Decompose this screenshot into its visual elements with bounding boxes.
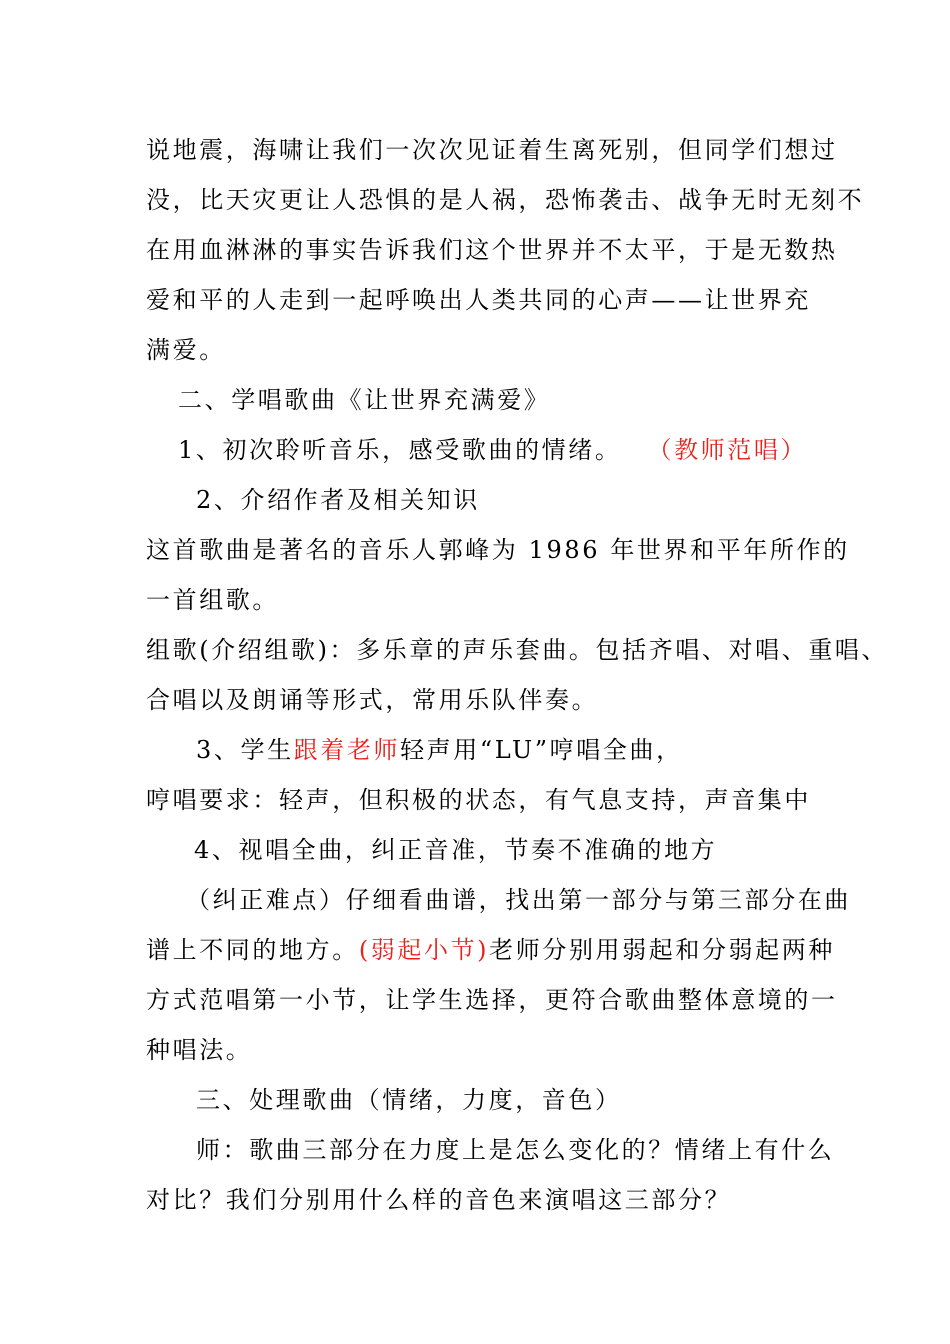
- paragraph-line: 爱和平的人走到一起呼唤出人类共同的心声——让世界充: [146, 286, 811, 314]
- step-sight-sing: 4、视唱全曲，纠正音准，节奏不准确的地方: [194, 836, 718, 864]
- paragraph-line-start: 谱上不同的地方。: [146, 936, 359, 964]
- paragraph-line: 这首歌曲是著名的音乐人郭峰为 1986 年世界和平年所作的: [146, 536, 850, 564]
- step-first-listen-text: 1、初次聆听音乐，感受歌曲的情绪。: [178, 436, 622, 464]
- step-hum-song-end: 轻声用“LU”哼唱全曲，: [400, 736, 683, 764]
- paragraph-line: 种唱法。: [146, 1036, 253, 1064]
- paragraph-line: （纠正难点）仔细看曲谱，找出第一部分与第三部分在曲: [186, 886, 851, 914]
- paragraph-line: 师：歌曲三部分在力度上是怎么变化的？情绪上有什么: [196, 1136, 835, 1164]
- paragraph-line: 哼唱要求：轻声，但积极的状态，有气息支持，声音集中: [146, 786, 811, 814]
- weak-start-bar-highlight: (弱起小节): [358, 936, 490, 964]
- paragraph-line: 组歌(介绍组歌)：多乐章的声乐套曲。包括齐唱、对唱、重唱、: [146, 636, 889, 664]
- step-first-listen: [178, 434, 858, 466]
- section-heading-process-song: 三、处理歌曲（情绪，力度，音色）: [196, 1086, 622, 1114]
- paragraph-line: 说地震，海啸让我们一次次见证着生离死别，但同学们想过: [146, 136, 838, 164]
- paragraph-line: 合唱以及朗诵等形式，常用乐队伴奏。: [146, 686, 599, 714]
- follow-teacher-highlight: 跟着老师: [293, 736, 401, 764]
- paragraph-line: 对比？我们分别用什么样的音色来演唱这三部分？: [146, 1186, 732, 1214]
- step-hum-song-start: 3、学生: [196, 736, 294, 764]
- teacher-demo-note: （教师范唱）: [647, 436, 808, 464]
- paragraph-line-end: 老师分别用弱起和分弱起两种: [489, 936, 835, 964]
- step-introduce-author: 2、介绍作者及相关知识: [196, 486, 480, 514]
- paragraph-line: 在用血淋淋的事实告诉我们这个世界并不太平，于是无数热: [146, 236, 838, 264]
- step-hum-song: [196, 734, 876, 766]
- paragraph-line: 一首组歌。: [146, 586, 279, 614]
- paragraph-line: 满爱。: [146, 336, 226, 364]
- paragraph-line: [146, 934, 835, 966]
- paragraph-line: 方式范唱第一小节，让学生选择，更符合歌曲整体意境的一: [146, 986, 838, 1014]
- section-heading-learn-song: 二、学唱歌曲《让世界充满爱》: [178, 386, 551, 414]
- paragraph-line: 没，比天灾更让人恐惧的是人祸，恐怖袭击、战争无时无刻不: [146, 186, 865, 214]
